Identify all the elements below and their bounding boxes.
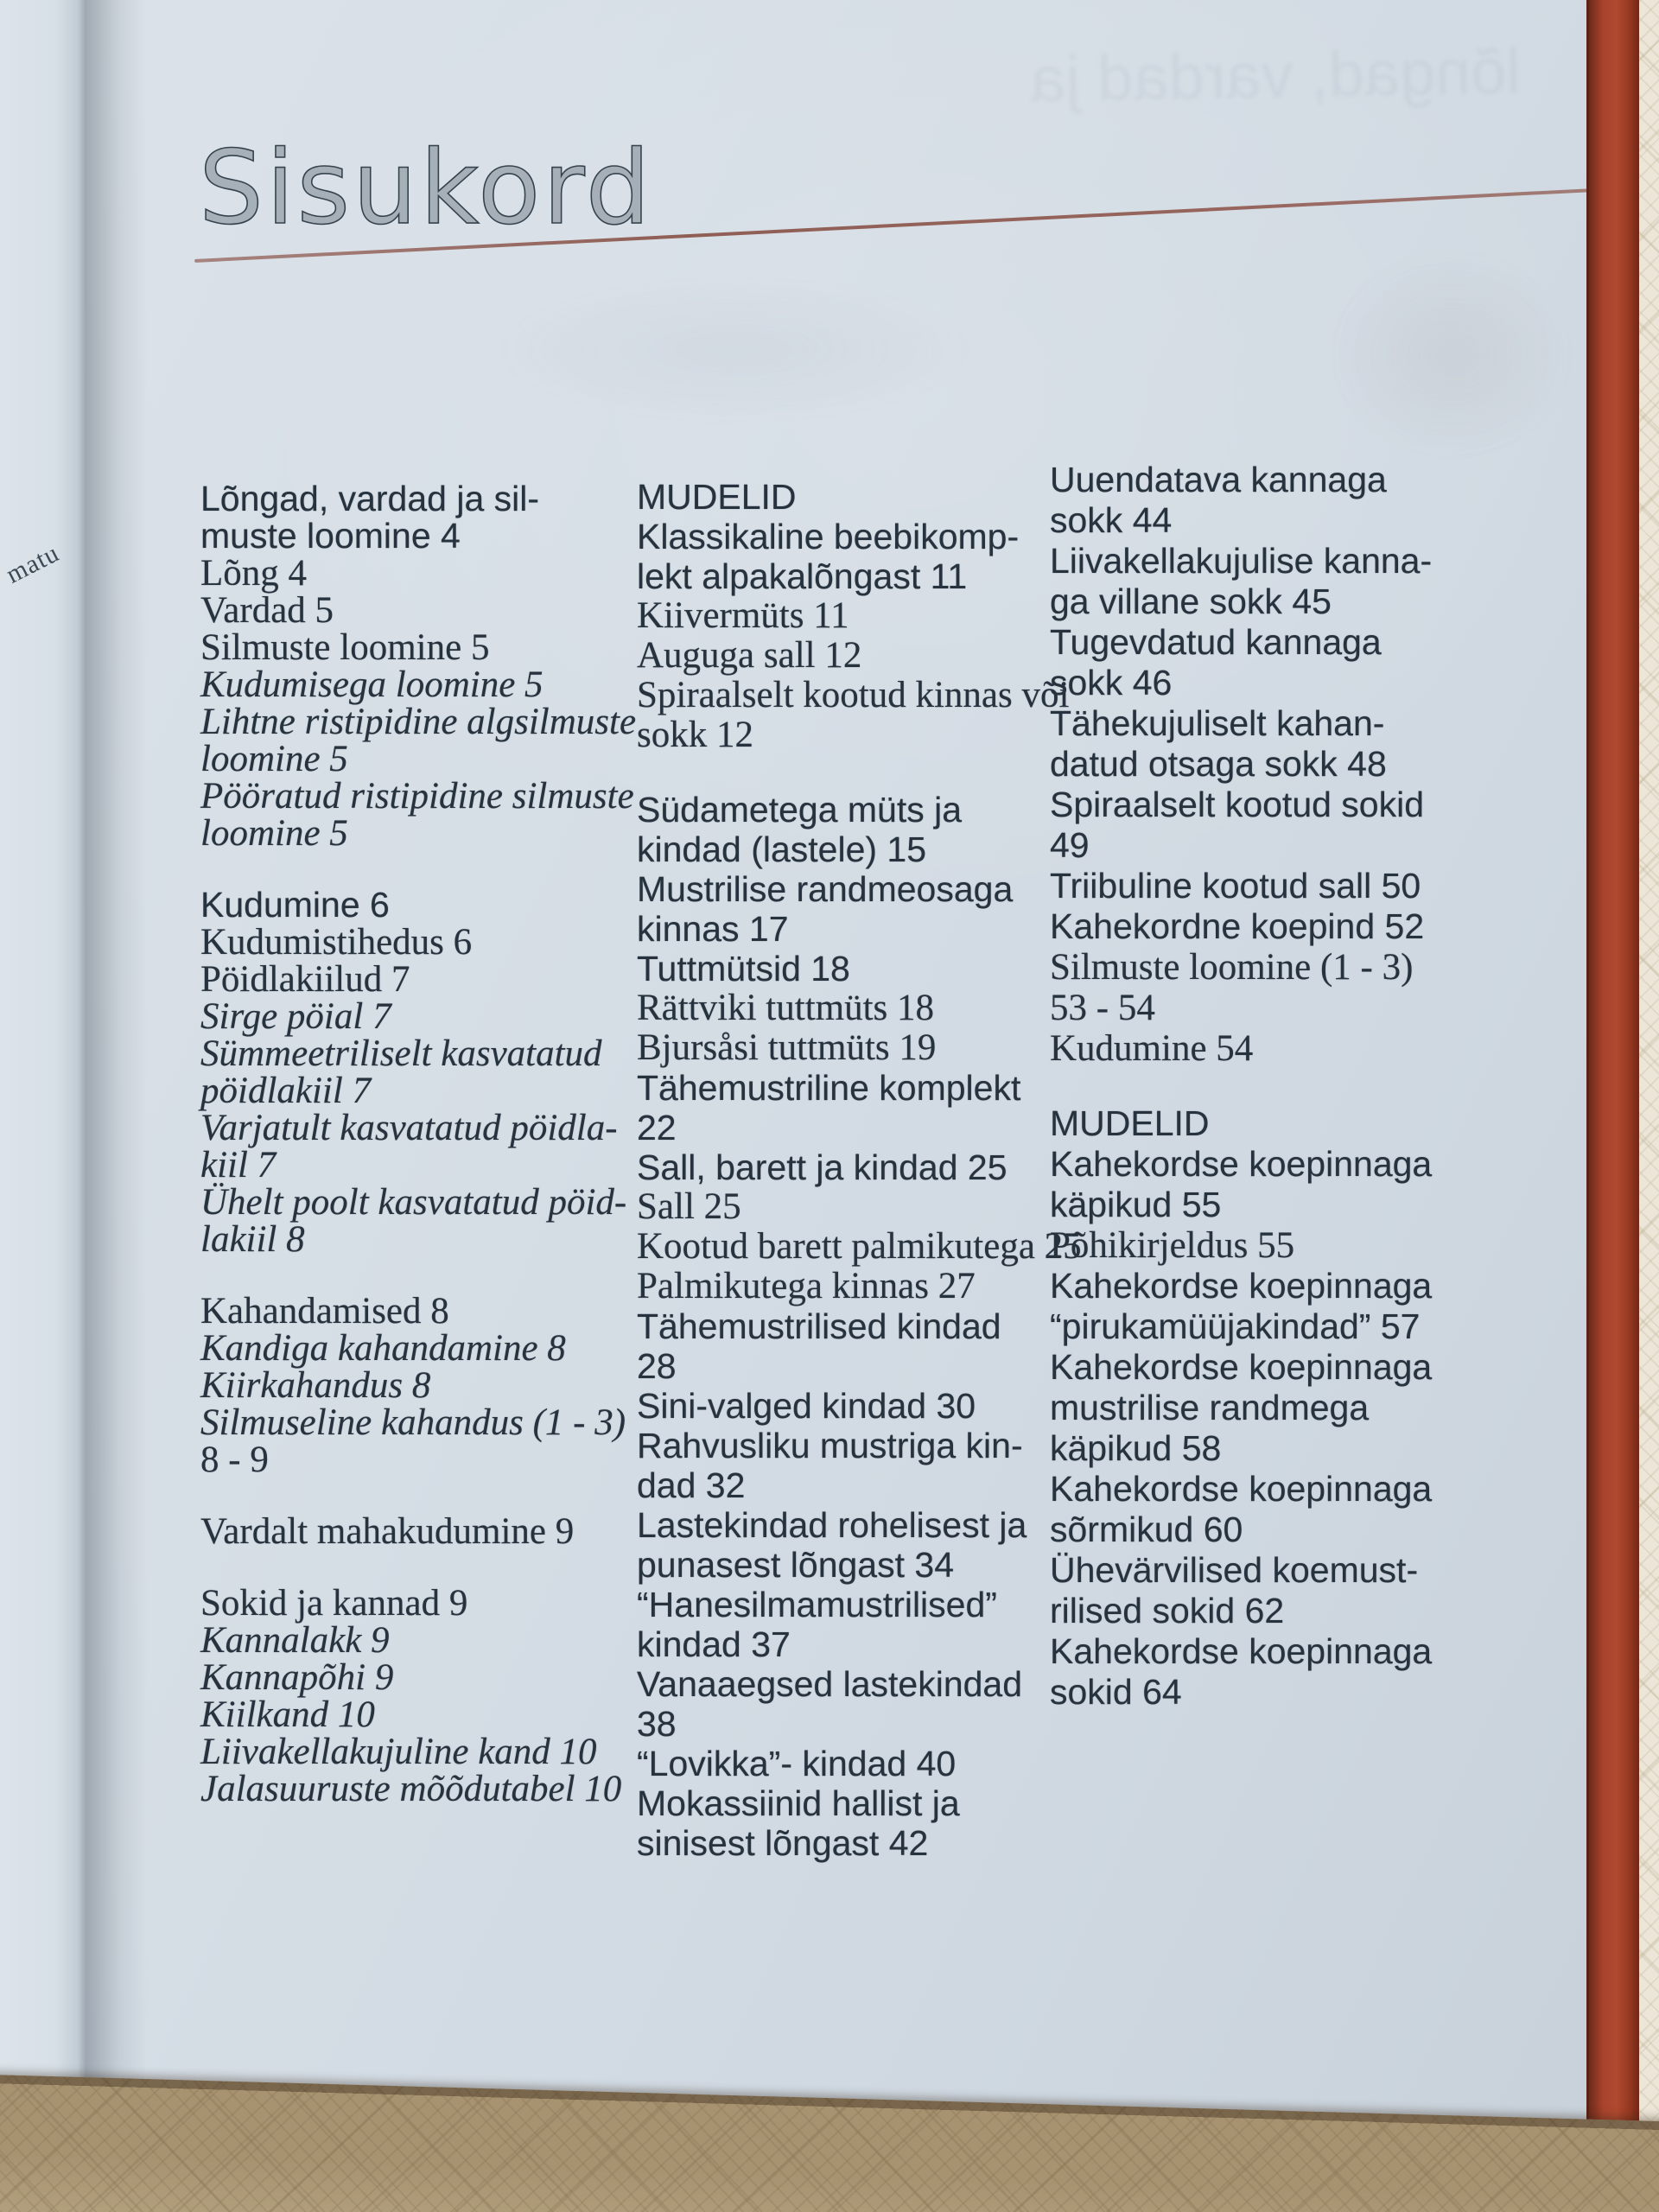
- toc-line: punasest lõngast 34: [637, 1545, 954, 1585]
- toc-line: Silmuseline kahandus (1 - 3): [200, 1402, 626, 1443]
- toc-line: Lastekindad rohelisest ja: [637, 1505, 1027, 1545]
- toc-line: “Hanesilmamustrilised”: [637, 1585, 997, 1624]
- toc-line: loomine 5: [200, 739, 348, 779]
- toc-line: Palmikutega kinnas 27: [637, 1266, 976, 1306]
- toc-line: Varjatult kasvatatud pöidla-: [200, 1108, 618, 1148]
- toc-line: sõrmikud 60: [1050, 1510, 1243, 1549]
- toc-line: pöidlakiil 7: [200, 1071, 372, 1111]
- toc-line: Vardad 5: [200, 590, 334, 631]
- toc-line: Kudumine 6: [200, 885, 390, 925]
- toc-line: 49: [1050, 825, 1090, 865]
- toc-line: muste loomine 4: [200, 516, 461, 556]
- book-cover-edge: [1586, 0, 1639, 2212]
- toc-line: Uuendatava kannaga: [1050, 460, 1387, 499]
- toc-line: sokid 64: [1050, 1672, 1182, 1712]
- toc-line: Sini-valged kindad 30: [637, 1386, 976, 1426]
- toc-line: käpikud 55: [1050, 1185, 1222, 1224]
- toc-line: MUDELID: [1050, 1103, 1210, 1143]
- toc-line: sokk 12: [637, 715, 753, 755]
- toc-line: Tugevdatud kannaga: [1050, 622, 1382, 662]
- toc-line: Sirge pöial 7: [200, 996, 391, 1037]
- contents-page: [86, 0, 1590, 2212]
- toc-line: 22: [637, 1108, 677, 1147]
- facing-page-text-fragment: matu: [1, 538, 64, 589]
- toc-line: Bjursåsi tuttmüts 19: [637, 1027, 937, 1068]
- toc-line: sokk 46: [1050, 663, 1173, 702]
- toc-line: Südametega müts ja: [637, 790, 963, 830]
- toc-line: Kahekordse koepinnaga: [1050, 1631, 1433, 1671]
- toc-line: Sall, barett ja kindad 25: [637, 1147, 1007, 1187]
- toc-line: Silmuste loomine 5: [200, 627, 490, 668]
- toc-line: Kannapõhi 9: [200, 1657, 394, 1698]
- toc-line: Rättviki tuttmüts 18: [637, 988, 935, 1028]
- toc-line: Kahekordse koepinnaga: [1050, 1347, 1433, 1387]
- showthrough-smudge: [493, 276, 976, 423]
- toc-column-1: [200, 480, 636, 1808]
- toc-line: Tähekujuliselt kahan-: [1050, 703, 1385, 743]
- toc-line: Liivakellakujuline kand 10: [200, 1732, 597, 1772]
- toc-line: datud otsaga sokk 48: [1050, 744, 1387, 784]
- toc-line: Spiraalselt kootud sokid: [1050, 785, 1425, 824]
- toc-gap: [200, 1550, 636, 1585]
- toc-column-2: [637, 477, 1082, 1863]
- toc-line: Auguga sall 12: [637, 635, 862, 676]
- toc-line: Tähemustriline komplekt: [637, 1068, 1021, 1108]
- toc-line: Lõngad, vardad ja sil-: [200, 479, 540, 518]
- toc-line: kindad 37: [637, 1624, 791, 1664]
- toc-line: Kudumisega loomine 5: [200, 664, 543, 705]
- toc-line: Pöidlakiilud 7: [200, 959, 410, 1000]
- toc-gap: [200, 852, 636, 887]
- toc-line: ga villane sokk 45: [1050, 582, 1332, 621]
- toc-line: sinisest lõngast 42: [637, 1823, 929, 1863]
- facing-page-edge: [0, 0, 88, 2134]
- toc-line: lekt alpakalõngast 11: [637, 556, 968, 596]
- toc-line: kindad (lastele) 15: [637, 830, 927, 869]
- page-title: Sisukord: [199, 128, 653, 247]
- toc-line: Jalasuuruste mõõdutabel 10: [200, 1769, 622, 1809]
- toc-line: Põhikirjeldus 55: [1050, 1225, 1295, 1266]
- gutter-shadow: [86, 0, 147, 2212]
- toc-line: rilised sokid 62: [1050, 1591, 1285, 1630]
- toc-line: Kahekordse koepinnaga: [1050, 1266, 1433, 1306]
- toc-line: Tähemustrilised kindad: [637, 1306, 1001, 1346]
- toc-line: Triibuline kootud sall 50: [1050, 866, 1421, 906]
- toc-line: 8 - 9: [200, 1440, 269, 1480]
- toc-line: Vardalt mahakudumine 9: [200, 1511, 575, 1552]
- toc-line: 53 - 54: [1050, 988, 1155, 1028]
- showthrough-smudge: [1331, 251, 1573, 458]
- toc-line: Kiirkahandus 8: [200, 1365, 431, 1406]
- toc-line: Klassikaline beebikomp-: [637, 517, 1020, 556]
- toc-line: Tuttmütsid 18: [637, 949, 850, 988]
- toc-line: Kahekordne koepind 52: [1050, 906, 1425, 946]
- toc-line: Spiraalselt kootud kinnas või: [637, 675, 1070, 715]
- showthrough-ghost-text: lõngad, vardad ja: [1029, 35, 1522, 116]
- toc-line: 28: [637, 1346, 677, 1386]
- toc-line: Kiivermüts 11: [637, 595, 849, 636]
- toc-line: Ühevärvilised koemust-: [1050, 1550, 1419, 1590]
- toc-line: Mokassiinid hallist ja: [637, 1783, 960, 1823]
- toc-line: 38: [637, 1704, 677, 1744]
- toc-line: loomine 5: [200, 813, 348, 854]
- toc-line: Kahekordse koepinnaga: [1050, 1144, 1433, 1184]
- toc-line: “pirukamüüjakindad” 57: [1050, 1306, 1421, 1346]
- toc-line: MUDELID: [637, 477, 797, 517]
- toc-line: Kudumine 54: [1050, 1028, 1254, 1069]
- toc-line: Silmuste loomine (1 - 3): [1050, 947, 1414, 988]
- toc-line: Sall 25: [637, 1186, 741, 1227]
- toc-gap: [637, 755, 1082, 790]
- toc-line: Kahandamised 8: [200, 1291, 449, 1332]
- toc-line: mustrilise randmega: [1050, 1388, 1370, 1427]
- toc-line: Pööratud ristipidine silmuste: [200, 776, 634, 817]
- toc-line: dad 32: [637, 1465, 746, 1505]
- toc-line: Lõng 4: [200, 553, 308, 594]
- toc-line: lakiil 8: [200, 1219, 305, 1260]
- toc-gap: [1050, 1069, 1432, 1103]
- toc-line: Sokid ja kannad 9: [200, 1583, 468, 1624]
- toc-line: Kootud barett palmikutega 25: [637, 1226, 1082, 1267]
- toc-line: Kudumistihedus 6: [200, 922, 473, 963]
- toc-line: Kandiga kahandamine 8: [200, 1328, 566, 1369]
- toc-line: Lihtne ristipidine algsilmuste: [200, 702, 637, 742]
- toc-line: Ühelt poolt kasvatatud pöid-: [200, 1182, 627, 1223]
- toc-line: Sümmeetriliselt kasvatatud: [200, 1033, 602, 1074]
- toc-line: kinnas 17: [637, 909, 789, 949]
- toc-line: käpikud 58: [1050, 1428, 1222, 1468]
- toc-line: “Lovikka”- kindad 40: [637, 1744, 957, 1783]
- toc-line: Vanaaegsed lastekindad: [637, 1664, 1023, 1704]
- toc-line: Liivakellakujulise kanna-: [1050, 541, 1433, 581]
- toc-line: Rahvusliku mustriga kin-: [637, 1426, 1023, 1465]
- toc-line: kiil 7: [200, 1145, 276, 1185]
- toc-gap: [200, 1258, 636, 1293]
- toc-line: sokk 44: [1050, 500, 1173, 540]
- toc-column-3: [1050, 460, 1432, 1713]
- toc-line: Kiilkand 10: [200, 1694, 375, 1735]
- toc-line: Mustrilise randmeosaga: [637, 869, 1014, 909]
- toc-line: Kannalakk 9: [200, 1620, 390, 1661]
- toc-line: Kahekordse koepinnaga: [1050, 1469, 1433, 1509]
- toc-gap: [200, 1478, 636, 1513]
